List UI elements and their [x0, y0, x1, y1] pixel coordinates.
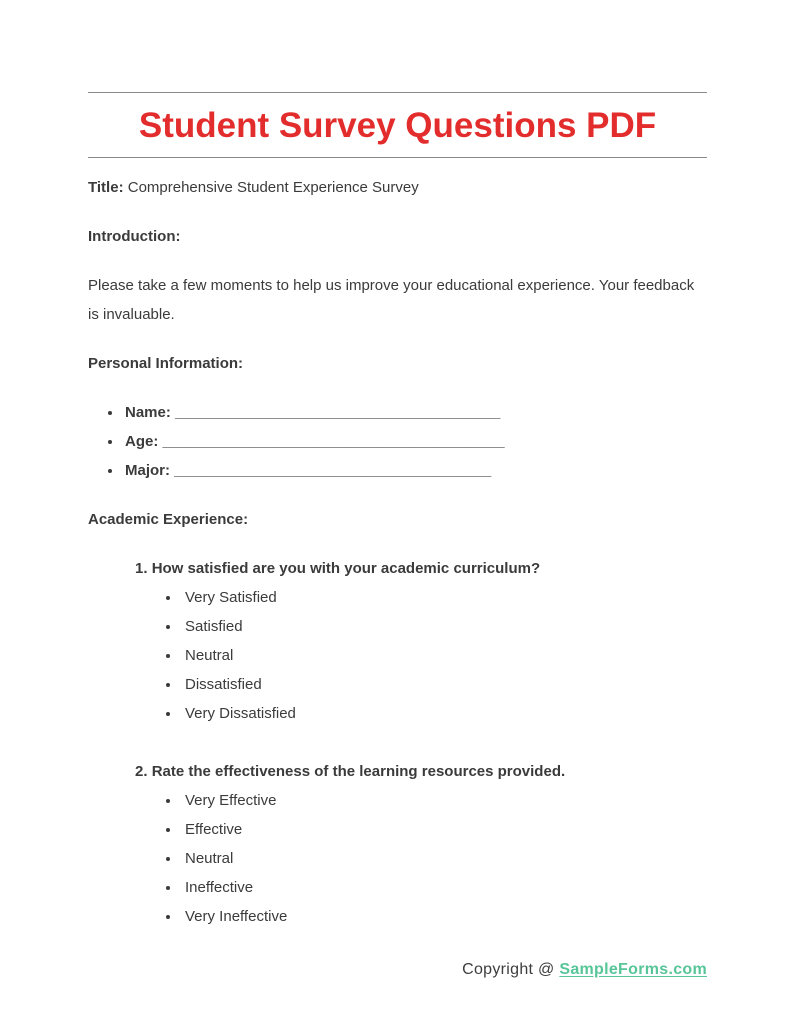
field-line-age	[123, 427, 707, 456]
question-2-options	[135, 786, 707, 931]
blank-line-name: _______________________________________	[175, 404, 501, 421]
field-line-major	[123, 456, 707, 485]
footer	[462, 961, 707, 979]
question-1-number: 1.	[135, 560, 148, 577]
option-item: • Ineffective	[181, 873, 707, 902]
question-block-1	[135, 554, 707, 728]
sampleforms-link[interactable]: SampleForms.com	[559, 961, 707, 978]
meta-value: Comprehensive Student Experience Survey	[127, 179, 419, 196]
option-item: • Neutral	[181, 844, 707, 873]
meta-label: Title:	[88, 179, 124, 196]
document-meta-title-line	[88, 173, 707, 202]
question-1-text	[135, 554, 707, 583]
section-heading-introduction: Introduction:	[88, 228, 181, 245]
field-label-major: Major:	[125, 462, 170, 479]
option-item: • Dissatisfied	[181, 670, 707, 699]
option-item: • Very Effective	[181, 786, 707, 815]
question-1-options	[135, 583, 707, 728]
option-item: • Neutral	[181, 641, 707, 670]
introduction-paragraph: Please take a few moments to help us improve your educational experience. Your feedback is invaluable.	[88, 277, 695, 323]
question-block-2	[135, 757, 707, 931]
option-item: • Satisfied	[181, 612, 707, 641]
option-item: • Very Dissatisfied	[181, 699, 707, 728]
option-item: • Effective	[181, 815, 707, 844]
page-title: Student Survey Questions PDF	[138, 106, 657, 145]
section-heading-academic-experience: Academic Experience:	[88, 511, 249, 528]
field-label-age: Age:	[125, 433, 159, 450]
question-2-text	[135, 757, 707, 786]
blank-line-age: _________________________________________	[162, 433, 505, 450]
question-1-label: How satisfied are you with your academic curriculum?	[151, 560, 541, 577]
question-2-number: 2.	[135, 763, 148, 780]
section-heading-personal-information: Personal Information:	[88, 355, 244, 372]
field-label-name: Name:	[125, 404, 171, 421]
personal-information-list	[88, 398, 707, 485]
field-line-name	[123, 398, 707, 427]
option-item: • Very Satisfied	[181, 583, 707, 612]
blank-line-major: ______________________________________	[174, 462, 492, 479]
divider-under-title	[88, 157, 707, 158]
option-item: • Very Ineffective	[181, 902, 707, 931]
question-2-label: Rate the effectiveness of the learning resources provided.	[151, 763, 566, 780]
copyright-text: Copyright @	[462, 961, 560, 978]
divider-top	[88, 92, 707, 93]
